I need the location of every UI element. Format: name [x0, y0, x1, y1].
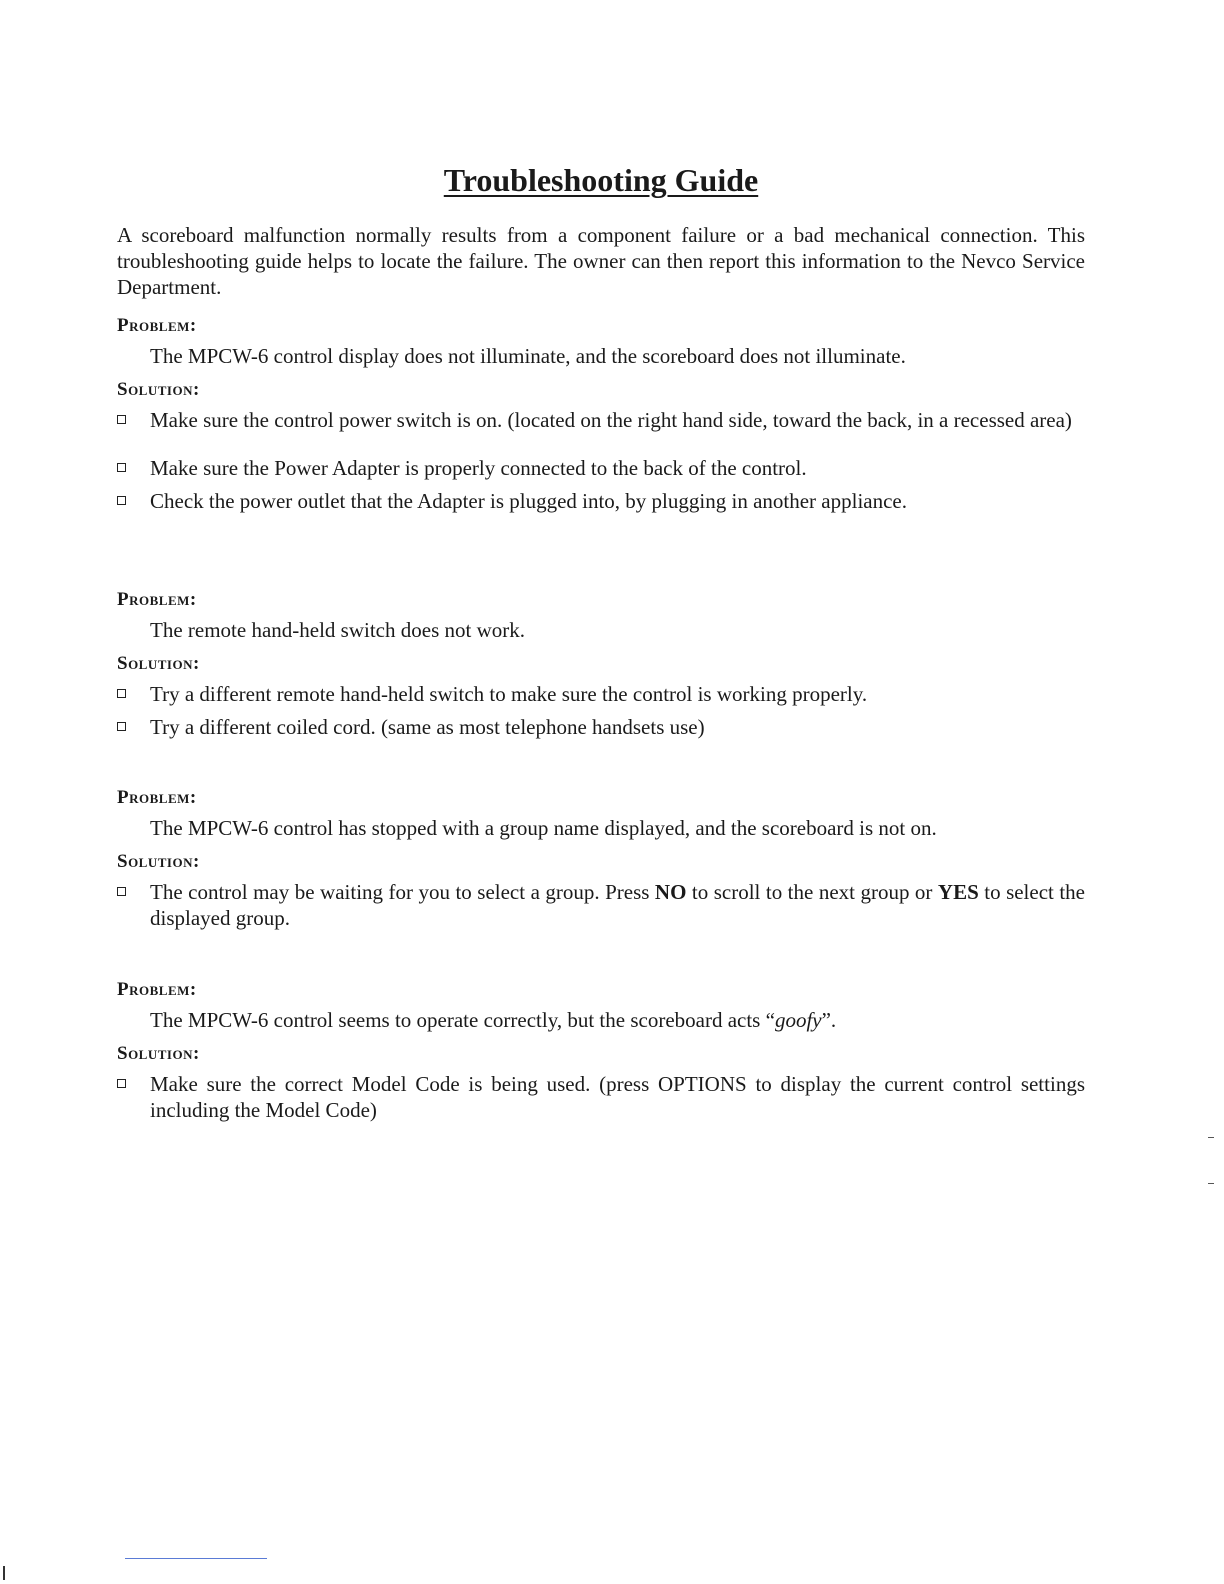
solution-item: [117, 681, 1085, 707]
edge-mark: [1208, 1183, 1214, 1184]
solution-text: Check the power outlet that the Adapter is plugged into, by plugging in another appliance.: [150, 489, 907, 513]
checkbox-icon: [117, 415, 126, 424]
margin-tick: [3, 1566, 5, 1580]
footer-rule: [125, 1558, 267, 1559]
solution-text-part: to scroll to the next group or: [686, 880, 938, 904]
problem-text: [117, 1007, 1085, 1033]
problem-label: Problem:: [117, 315, 197, 336]
checkbox-icon: [117, 722, 126, 731]
problem-section-2: [117, 588, 1085, 740]
solution-text: Make sure the control power switch is on. (located on the right hand side, toward the back, in a recessed area): [150, 408, 1072, 432]
solution-item: [117, 455, 1085, 481]
problem-section-1: [117, 314, 1085, 514]
edge-mark: [1208, 1137, 1214, 1138]
checkbox-icon: [117, 496, 126, 505]
problem-text: The remote hand-held switch does not work.: [150, 618, 525, 642]
solution-item: [117, 714, 1085, 740]
no-key-label: NO: [654, 880, 687, 904]
solution-text-part: The control may be waiting for you to select a group. Press: [150, 880, 655, 904]
solution-item: [117, 879, 1085, 931]
solution-item: [117, 488, 1085, 514]
solution-text: Try a different coiled cord. (same as most telephone handsets use): [150, 715, 705, 739]
page-title: Troubleshooting Guide: [443, 162, 759, 198]
solution-text: Make sure the correct Model Code is being used. (press OPTIONS to display the current control settings including the Model Code): [150, 1072, 1085, 1122]
checkbox-icon: [117, 463, 126, 472]
problem-section-4: [117, 978, 1085, 1123]
problem-text: The MPCW-6 control display does not illuminate, and the scoreboard does not illuminate.: [150, 344, 906, 368]
solution-text-part: to select the displayed group.: [150, 880, 1086, 930]
problem-section-3: [117, 786, 1085, 931]
problem-label: Problem:: [117, 787, 197, 808]
yes-key-label: YES: [937, 880, 979, 904]
intro-paragraph: A scoreboard malfunction normally results from a component failure or a bad mechanical connection. This troubleshooting guide helps to locate the failure. The owner can then report this information to the Nevco Service Department.: [117, 223, 1085, 299]
problem-text-part: The MPCW-6 control seems to operate correctly, but the scoreboard acts “: [150, 1008, 775, 1032]
checkbox-icon: [117, 1079, 126, 1088]
solution-label: Solution:: [117, 851, 200, 872]
problem-label: Problem:: [117, 979, 197, 1000]
solution-label: Solution:: [117, 653, 200, 674]
solution-text: Make sure the Power Adapter is properly connected to the back of the control.: [150, 456, 807, 480]
problem-text: The MPCW-6 control has stopped with a group name displayed, and the scoreboard is not on.: [150, 816, 937, 840]
solution-item: [117, 407, 1085, 433]
solution-label: Solution:: [117, 1043, 200, 1064]
checkbox-icon: [117, 887, 126, 896]
solution-item: [117, 1071, 1085, 1123]
goofy-emphasis: goofy: [774, 1008, 822, 1032]
checkbox-icon: [117, 689, 126, 698]
solution-label: Solution:: [117, 379, 200, 400]
problem-label: Problem:: [117, 589, 197, 610]
solution-text: Try a different remote hand-held switch to make sure the control is working properly.: [150, 682, 868, 706]
problem-text-part: ”.: [821, 1008, 837, 1032]
